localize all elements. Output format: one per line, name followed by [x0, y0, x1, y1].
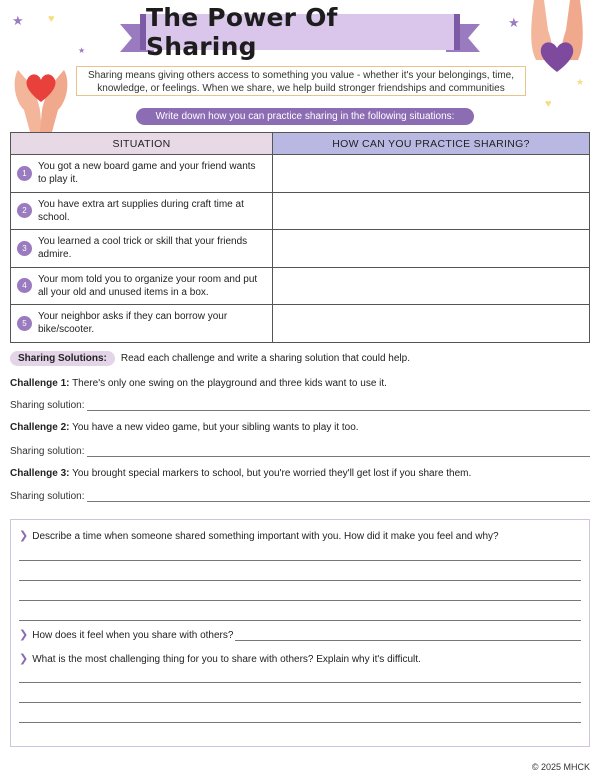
row-number-badge: 5 [17, 316, 32, 331]
solutions-heading [10, 351, 410, 366]
copyright-text: © 2025 MHCK [531, 762, 590, 772]
challenge-text: You brought special markers to school, but you're worried they'll get lost if you share them. [72, 468, 472, 479]
situation-text: Your neighbor asks if they can borrow your bike/scooter. [38, 311, 228, 336]
situation-cell [11, 305, 273, 343]
page-title: The Power Of Sharing [146, 3, 338, 61]
star-icon: ★ [78, 46, 86, 55]
table-row [11, 305, 590, 343]
situation-text: Your mom told you to organize your room and put all your old and unused items in a box. [38, 273, 258, 298]
solutions-label: Sharing Solutions: [10, 351, 115, 366]
solution-answer-3 [10, 491, 590, 502]
answer-label: Sharing solution: [10, 400, 85, 411]
reflection-question-3 [19, 652, 581, 665]
table-row [11, 192, 590, 230]
answer-line[interactable] [87, 447, 591, 457]
column-header-situation: SITUATION [11, 133, 273, 155]
answer-line[interactable] [87, 492, 591, 502]
practice-answer-cell[interactable] [273, 155, 590, 193]
challenge-label: Challenge 1: [10, 378, 70, 389]
practice-answer-cell[interactable] [273, 267, 590, 305]
situation-text: You learned a cool trick or skill that your friends admire. [38, 236, 248, 261]
challenge-text: You have a new video game, but your sibling wants to play it too. [72, 422, 359, 433]
small-heart-icon: ♥ [545, 98, 552, 110]
challenge-3 [10, 468, 471, 479]
title-banner [140, 3, 460, 61]
solutions-instruction: Read each challenge and write a sharing solution that could help. [120, 353, 410, 364]
writing-line[interactable] [19, 600, 581, 601]
hands-heart-icon [526, 0, 588, 80]
row-number-badge: 3 [17, 241, 32, 256]
practice-answer-cell[interactable] [273, 305, 590, 343]
solution-answer-2 [10, 446, 590, 457]
intro-text: Sharing means giving others access to something you value - whether it's your belongings, time, knowledge, or feelings. When we share, we help build stronger friendships and communities [76, 66, 526, 96]
question-text: What is the most challenging thing for you to share with others? Explain why it's difficult. [32, 654, 421, 665]
situation-cell [11, 155, 273, 193]
chevron-right-icon: ❯ [19, 530, 29, 542]
writing-line[interactable] [19, 560, 581, 561]
table-header-row [11, 133, 590, 155]
column-header-practice: HOW CAN YOU PRACTICE SHARING? [273, 133, 590, 155]
inline-answer-line[interactable] [235, 631, 581, 641]
challenge-label: Challenge 2: [10, 422, 70, 433]
situations-table [10, 132, 590, 343]
row-number-badge: 4 [17, 278, 32, 293]
reflection-question-2 [19, 628, 581, 641]
challenge-text: There's only one swing on the playground and three kids want to use it. [72, 378, 387, 389]
situation-text: You got a new board game and your friend wants to play it. [38, 161, 256, 186]
situation-text: You have extra art supplies during craft time at school. [38, 198, 244, 223]
writing-line[interactable] [19, 620, 581, 621]
table-instruction: Write down how you can practice sharing in the following situations: [136, 108, 474, 125]
solution-answer-1 [10, 400, 590, 411]
situation-cell [11, 192, 273, 230]
chevron-right-icon: ❯ [19, 653, 29, 665]
situation-cell [11, 267, 273, 305]
star-icon: ★ [576, 77, 585, 87]
answer-line[interactable] [87, 401, 591, 411]
question-text: Describe a time when someone shared something important with you. How did it make you feel and why? [32, 531, 499, 542]
writing-line[interactable] [19, 682, 581, 683]
row-number-badge: 1 [17, 166, 32, 181]
star-icon: ★ [12, 13, 24, 28]
answer-label: Sharing solution: [10, 491, 85, 502]
challenge-label: Challenge 3: [10, 468, 70, 479]
table-row [11, 155, 590, 193]
writing-line[interactable] [19, 722, 581, 723]
reflection-question-1 [19, 529, 581, 542]
banner-body [140, 3, 460, 61]
star-icon: ★ [508, 15, 520, 30]
situation-cell [11, 230, 273, 268]
row-number-badge: 2 [17, 203, 32, 218]
writing-line[interactable] [19, 580, 581, 581]
chevron-right-icon: ❯ [19, 629, 29, 641]
answer-label: Sharing solution: [10, 446, 85, 457]
table-row [11, 267, 590, 305]
hands-heart-icon [10, 50, 72, 132]
challenge-1 [10, 378, 387, 389]
writing-line[interactable] [19, 702, 581, 703]
challenge-2 [10, 422, 359, 433]
reflection-box [10, 519, 590, 747]
small-heart-icon: ♥ [48, 13, 55, 25]
practice-answer-cell[interactable] [273, 192, 590, 230]
practice-answer-cell[interactable] [273, 230, 590, 268]
question-text: How does it feel when you share with others? [32, 630, 234, 641]
table-row [11, 230, 590, 268]
